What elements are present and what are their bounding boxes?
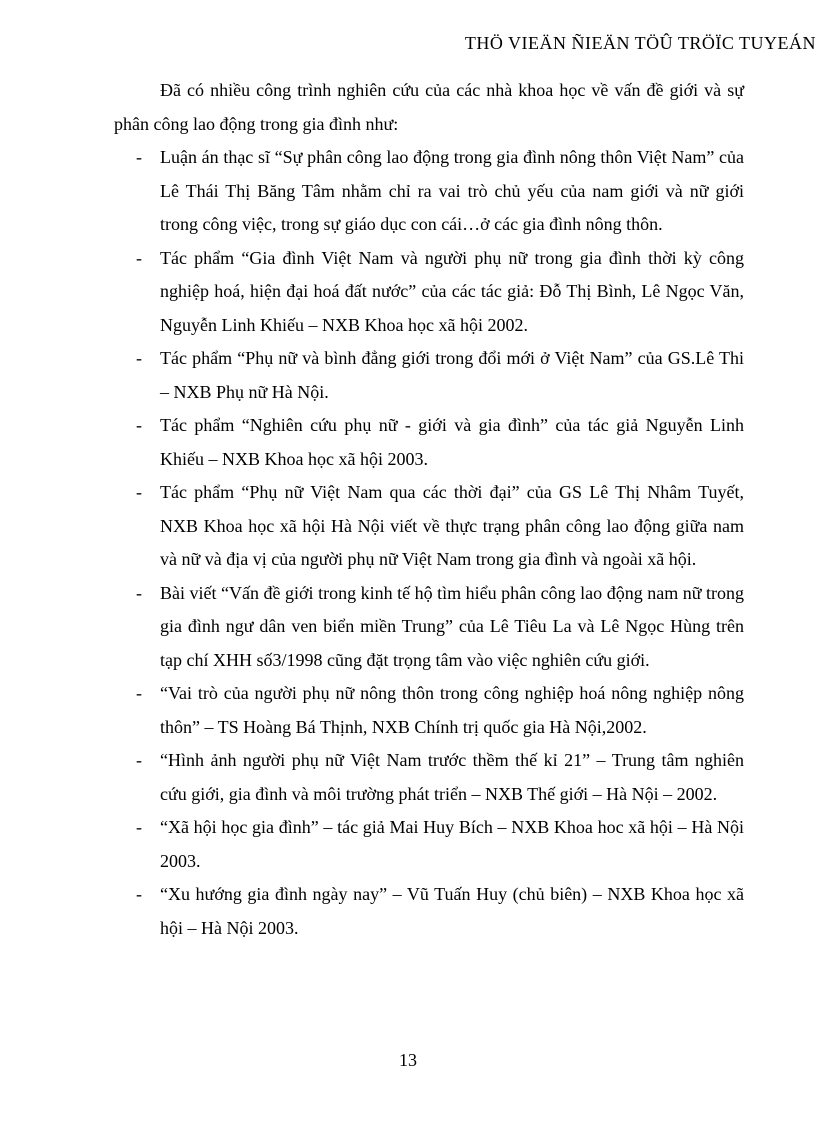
- list-dash: -: [136, 884, 142, 904]
- page-body: [114, 74, 744, 945]
- list-dash: -: [136, 348, 142, 368]
- reference-item: [114, 744, 744, 811]
- list-dash: -: [136, 582, 142, 603]
- reference-text: Tác phẩm “Gia đình Việt Nam và người phụ nữ trong gia đình thời kỳ công nghiệp hoá, hiện đại hoá đất nước” của các tác giả: Đỗ Thị Bình, Lê Ngọc Văn, Nguyễn Linh Khiếu – NXB Khoa học xã hội 2002.: [160, 247, 744, 335]
- reference-text: Bài viết “Vấn đề giới trong kinh tế hộ tìm hiểu phân công lao động nam nữ trong gia đình ngư dân ven biển miền Trung” của Lê Tiêu La và Lê Ngọc Hùng trên tạp chí XHH số3/1998 cũng đặt trọng tâm vào việc nghiên cứu giới.: [160, 582, 744, 670]
- reference-item: [114, 242, 744, 343]
- intro-paragraph: Đã có nhiều công trình nghiên cứu của các nhà khoa học về vấn đề giới và sự phân công lao động trong gia đình như:: [114, 80, 744, 134]
- reference-text: “Xã hội học gia đình” – tác giả Mai Huy Bích – NXB Khoa hoc xã hội – Hà Nội 2003.: [160, 817, 744, 871]
- reference-text: Tác phẩm “Phụ nữ Việt Nam qua các thời đại” của GS Lê Thị Nhâm Tuyết, NXB Khoa học xã hội Hà Nội viết về thực trạng phân công lao động giữa nam và nữ và địa vị của người phụ nữ Việt Nam trong gia đình và ngoài xã hội.: [160, 482, 744, 569]
- list-dash: -: [136, 817, 142, 837]
- reference-item: [114, 677, 744, 744]
- list-dash: -: [136, 750, 142, 770]
- reference-item: [114, 476, 744, 577]
- page-number: 13: [399, 1050, 417, 1070]
- list-dash: -: [136, 482, 142, 502]
- reference-item: [114, 409, 744, 476]
- reference-item: [114, 342, 744, 409]
- list-dash: -: [136, 683, 142, 703]
- reference-list: [114, 141, 744, 945]
- list-dash: -: [136, 247, 142, 268]
- reference-text: “Vai trò của người phụ nữ nông thôn trong công nghiệp hoá nông nghiệp nông thôn” – TS Hoàng Bá Thịnh, NXB Chính trị quốc gia Hà Nội,2002.: [160, 683, 744, 737]
- reference-item: [114, 141, 744, 242]
- running-header: THÖ VIEÄN ÑIEÄN TÖÛ TRÖÏC TUYEÁN: [464, 33, 816, 53]
- list-dash: -: [136, 415, 142, 435]
- reference-text: Luận án thạc sĩ “Sự phân công lao động trong gia đình nông thôn Việt Nam” của Lê Thái Thị Băng Tâm nhằm chỉ ra vai trò chủ yếu của nam giới và nữ giới trong công việc, trong sự giáo dục con cái…ở các gia đình nông thôn.: [160, 147, 744, 234]
- reference-text: Tác phẩm “Nghiên cứu phụ nữ - giới và gia đình” của tác giả Nguyễn Linh Khiếu – NXB Khoa học xã hội 2003.: [160, 415, 744, 469]
- reference-item: [114, 878, 744, 945]
- reference-text: “Xu hướng gia đình ngày nay” – Vũ Tuấn Huy (chủ biên) – NXB Khoa học xã hội – Hà Nội 2003.: [160, 884, 744, 938]
- reference-text: Tác phẩm “Phụ nữ và bình đẳng giới trong đổi mới ở Việt Nam” của GS.Lê Thi – NXB Phụ nữ Hà Nội.: [160, 348, 744, 402]
- reference-item: [114, 577, 744, 678]
- reference-item: [114, 811, 744, 878]
- list-dash: -: [136, 147, 142, 167]
- reference-text: “Hình ảnh người phụ nữ Việt Nam trước thềm thế kỉ 21” – Trung tâm nghiên cứu giới, gia đình và môi trường phát triển – NXB Thế giới – Hà Nội – 2002.: [160, 750, 744, 804]
